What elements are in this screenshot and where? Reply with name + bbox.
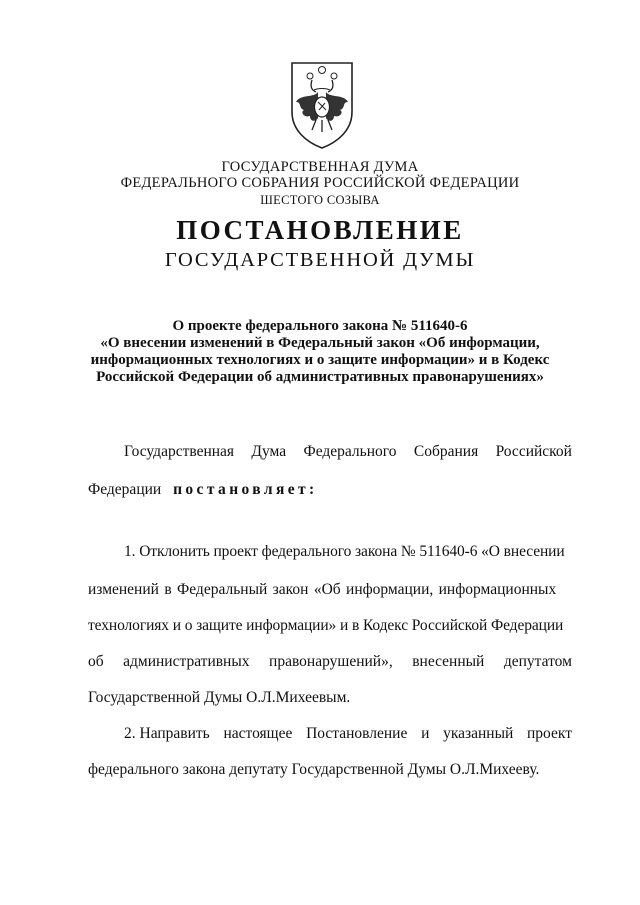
item1-line2: изменений в Федеральный закон «Об информации, информационных	[88, 581, 557, 598]
word: внесенный	[412, 653, 485, 670]
word: проект	[527, 725, 572, 742]
word: Собрания	[413, 443, 479, 460]
word: Постановление	[306, 725, 408, 742]
coat-of-arms-icon	[288, 60, 356, 150]
org-name-line2: ФЕДЕРАЛЬНОГО СОБРАНИЯ РОССИЙСКОЙ ФЕДЕРАЦИИ	[120, 175, 520, 191]
item2-line2: федерального закона депутату Государственной Думы О.Л.Михееву.	[88, 761, 540, 778]
subject-line: «О внесении изменений в Федеральный закон «Об информации,	[100, 335, 540, 351]
word: Российской	[495, 443, 572, 460]
word: правонарушений»,	[269, 653, 393, 670]
preamble-line2	[88, 481, 318, 499]
word: Федерального	[303, 443, 397, 460]
word: и	[421, 725, 430, 742]
subject-line: О проекте федерального закона № 511640-6	[172, 318, 468, 334]
subject-line: Российской Федерации об административных правонарушениях»	[96, 369, 544, 385]
org-name-line1: ГОСУДАРСТВЕННАЯ ДУМА	[221, 159, 419, 175]
document-subtitle: ГОСУДАРСТВЕННОЙ ДУМЫ	[164, 249, 476, 271]
decree-word: постановляет:	[173, 481, 318, 498]
word: административных	[123, 653, 250, 670]
word: депутатом	[503, 653, 572, 670]
preamble-subject: Федерации	[88, 481, 162, 498]
preamble-line1	[124, 443, 572, 461]
word: Дума	[251, 443, 287, 460]
word: об	[88, 653, 104, 670]
word: Государственная	[124, 443, 235, 460]
word: указанный	[443, 725, 514, 742]
item2-line1	[124, 725, 572, 743]
item1-line3: технологиях и о защите информации» и в Кодекс Российской Федерации	[88, 617, 564, 634]
item1-line4	[88, 653, 572, 671]
document-subject	[60, 318, 580, 386]
item1-line5: Государственной Думы О.Л.Михеевым.	[88, 689, 351, 706]
convocation: ШЕСТОГО СОЗЫВА	[260, 193, 380, 207]
document-type: ПОСТАНОВЛЕНИЕ	[176, 215, 464, 245]
word: 2. Направить	[124, 725, 210, 742]
subject-line: информационных технологиях и о защите информации» и в Кодекс	[90, 352, 550, 368]
word: настоящее	[223, 725, 293, 742]
item1-line1: 1. Отклонить проект федерального закона № 511640-6 «О внесении	[124, 543, 565, 560]
